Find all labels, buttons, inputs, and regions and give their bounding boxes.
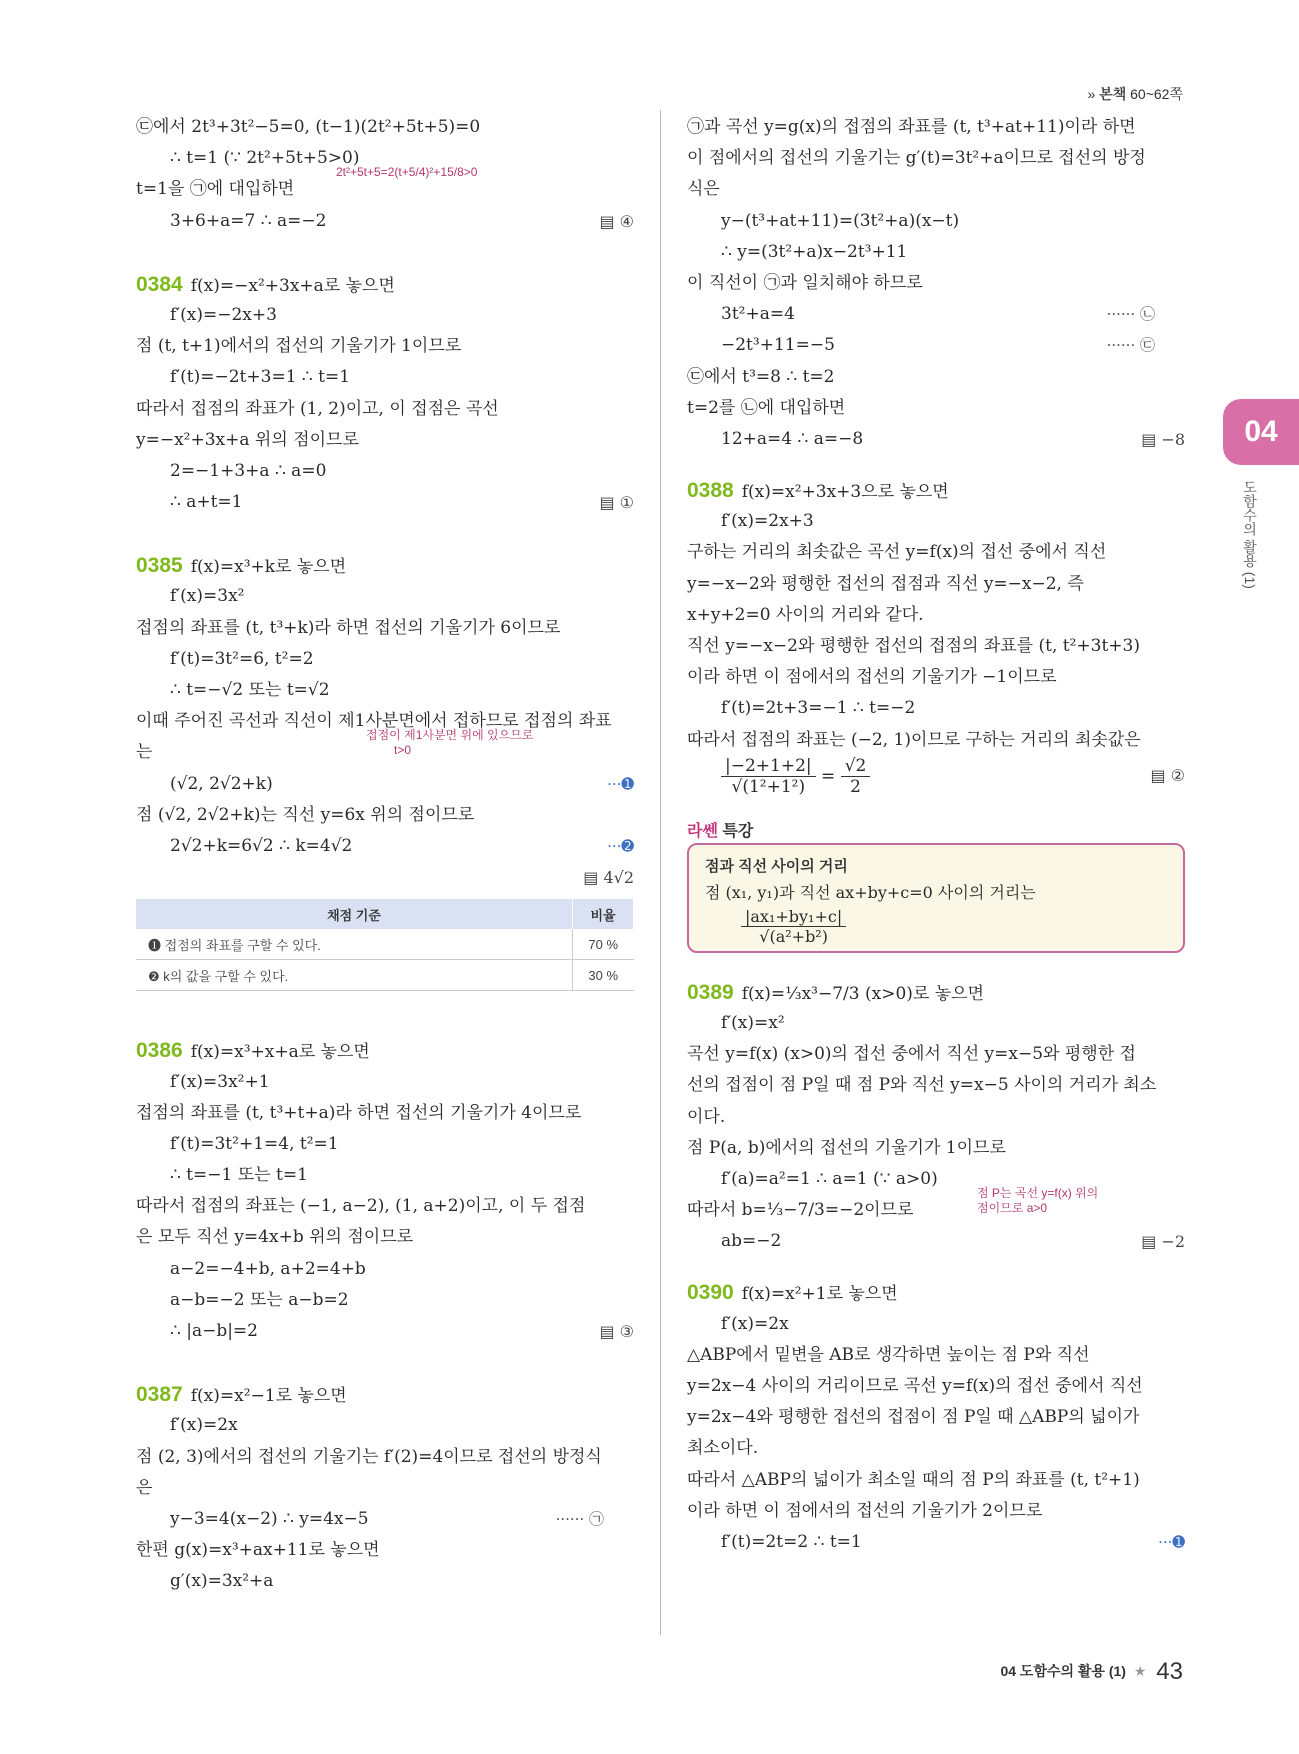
tip-title: 점과 직선 사이의 거리 [705,857,848,875]
text-line: 점 (2, 3)에서의 접선의 기울기는 f′(2)=4이므로 접선의 방정식 [136,1446,602,1467]
annotation-note: 점 P는 곡선 y=f(x) 위의 점이므로 a>0 [977,1185,1099,1215]
text-line: 은 모두 직선 y=4x+b 위의 점이므로 [136,1227,414,1248]
text-line: 따라서 접점의 좌표는 (−1, a−2), (1, a+2)이고, 이 두 접점 [136,1196,586,1217]
text-line: 3t²+a=4 ······ ㉡ [687,299,1185,330]
text-line: 이때 주어진 곡선과 직선이 제1사분면에서 접하므로 접점의 좌표 접점이 제1사분면 위에 있으므로 t>0 [136,711,612,758]
problem-header: 0387 f(x)=x²−1로 놓으면 [136,1383,347,1407]
problem-number: 0384 [136,272,183,296]
footer-star: ★ [1133,1663,1147,1679]
table-header-ratio: 비율 [573,899,634,929]
text-line: ∴ t=1 (∵ 2t²+5t+5>0) 2t²+5t+5=2(t+5/4)²+15/8>0 [170,148,478,180]
answer-label: ▤ ① [599,493,634,513]
problem-number: 0388 [687,479,734,503]
text-line: 따라서 접점의 좌표는 (−2, 1)이므로 구하는 거리의 최솟값은 [687,729,1141,750]
text-line: f′(x)=x² [721,1012,785,1033]
text-line: ∴ t=−√2 또는 t=√2 [170,680,330,700]
text-line: f′(x)=−2x+3 [170,304,277,325]
text-line: 식은 [687,179,720,200]
column-divider [660,110,661,1635]
text-line: −2t³+11=−5 ······ ㉢ [687,330,1185,361]
right-column [687,112,1185,1558]
problem-number: 0385 [136,554,183,578]
table-header-criteria: 채점 기준 [136,899,573,929]
text-line: 점 (t, t+1)에서의 접선의 기울기가 1이므로 [136,336,462,357]
text-line: 이라 하면 이 점에서의 접선의 기울기가 2이므로 [687,1500,1043,1521]
text-line: ∴ |a−b|=2 ▤ ③ [136,1316,634,1347]
tip-box [687,843,1185,953]
annotation-note: 접점이 제1사분면 위에 있으므로 t>0 [366,728,534,758]
problem-number: 0387 [136,1383,183,1407]
text-line: a−b=−2 또는 a−b=2 [170,1289,349,1310]
text-line: y−(t³+at+11)=(3t²+a)(x−t) [721,210,960,231]
answer-label: ▤ ③ [599,1322,634,1341]
page-number: 43 [1156,1658,1183,1685]
text-line [136,862,634,893]
text-line: 선의 접점이 점 P일 때 점 P와 직선 y=x−5 사이의 거리가 최소 [687,1075,1157,1096]
text-line: a−2=−4+b, a+2=4+b [170,1258,366,1279]
text-line: f′(x)=2x [170,1415,238,1436]
text-line: 따라서 △ABP의 넓이가 최소일 때의 점 P의 좌표를 (t, t²+1) [687,1469,1140,1490]
problem-number: 0390 [687,1281,734,1305]
text-line: 접점의 좌표를 (t, t³+t+a)라 하면 접선의 기울기가 4이므로 [136,1102,582,1123]
problem-number: 0386 [136,1039,183,1063]
text-line: 한편 g(x)=x³+ax+11로 놓으면 [136,1540,380,1561]
problem-header: 0385 f(x)=x³+k로 놓으면 [136,554,347,578]
problem-header: 0384 f(x)=−x²+3x+a로 놓으면 [136,272,395,296]
text-line: 구하는 거리의 최솟값은 곡선 y=f(x)의 접선 중에서 직선 [687,542,1107,563]
fraction-line: $\frac{|-2+1+2|}{\text{√(1²+1²)}}$ = $\frac{√2}{2}$ ▤ ② [687,756,1185,804]
answer-label: ▤ −2 [1141,1232,1185,1252]
text-line: y=2x−4와 평행한 접선의 접점이 점 P일 때 △ABP의 넓이가 [687,1407,1140,1428]
text-line: f′(a)=a²=1 ∴ a=1 (∵ a>0) 점 P는 곡선 y=f(x) 위의 점이므로 a>0 [721,1168,1099,1215]
answer-label: ▤ −8 [1141,429,1185,449]
text-line: 이 점에서의 접선의 기울기는 g′(t)=3t²+a이므로 접선의 방정 [687,148,1146,169]
step-marker: ···➋ [607,836,634,855]
text-line: f′(t)=−2t+3=1 ∴ t=1 [170,367,351,388]
text-line: y=−x−2와 평행한 접선의 접점과 직선 y=−x−2, 즉 [687,573,1084,594]
text-line: 2√2+k=6√2 ∴ k=4√2 ···➋ [136,831,634,862]
step-marker: ···➊ [607,774,634,793]
text-line: x+y+2=0 사이의 거리와 같다. [687,604,924,625]
tip-label: 라쎈 특강 [687,822,754,840]
text-line: (√2, 2√2+k) ···➊ [136,769,634,800]
text-line: ㉢에서 t³=8 ∴ t=2 [687,366,835,387]
annotation-note: 2t²+5t+5=2(t+5/4)²+15/8>0 [336,165,478,180]
text-line: y=2x−4 사이의 거리이므로 곡선 y=f(x)의 접선 중에서 직선 [687,1376,1143,1396]
text-line: f′(x)=2x [721,1313,789,1334]
grading-table [136,899,634,991]
text-line: 3+6+a=7 ∴ a=−2 ▤ ④ [136,206,634,237]
equation-marker: ······ ㉠ [555,1509,604,1528]
text-line: 12+a=4 ∴ a=−8 ▤ −8 [687,424,1185,455]
answer-label: ▤ 4√2 [583,868,634,888]
equation-marker: ······ ㉡ [1106,305,1155,324]
text-line: 최소이다. [687,1438,759,1459]
text-line: f′(x)=2x+3 [721,511,814,532]
text-line: f′(t)=2t+3=−1 ∴ t=−2 [721,698,916,719]
text-line: 접점의 좌표를 (t, t³+k)라 하면 접선의 기울기가 6이므로 [136,617,561,638]
problem-header: 0386 f(x)=x³+x+a로 놓으면 [136,1039,370,1063]
footer-chapter: 04 도함수의 활용 (1) [1000,1663,1126,1679]
left-column [136,112,634,1598]
table-row: ❷ k의 값을 구할 수 있다. 30 % [136,960,634,991]
text-line: ∴ y=(3t²+a)x−2t³+11 [721,241,908,262]
text-line: 곡선 y=f(x) (x>0)의 접선 중에서 직선 y=x−5와 평행한 접 [687,1044,1136,1065]
step-marker: ···➊ [1158,1532,1185,1551]
text-line: 점 (√2, 2√2+k)는 직선 y=6x 위의 점이므로 [136,804,475,825]
text-line: ab=−2 ▤ −2 [687,1226,1185,1257]
text-line: △ABP에서 밑변을 AB로 생각하면 높이는 점 P와 직선 [687,1344,1090,1365]
text-line: f′(t)=3t²=6, t²=2 [170,648,314,669]
page-header: » 본책 60~62쪽 [1087,86,1183,102]
text-line: 은 [136,1477,153,1498]
text-line: g′(x)=3x²+a [170,1571,274,1592]
answer-label: ▤ ② [1150,765,1185,785]
text-line: y−3=4(x−2) ∴ y=4x−5 ······ ㉠ [136,1504,634,1535]
text-line: ㉠과 곡선 y=g(x)의 접점의 좌표를 (t, t³+at+11)이라 하면 [687,117,1136,137]
text-line: 이 직선이 ㉠과 일치해야 하므로 [687,272,923,293]
text-line: t=1을 ㉠에 대입하면 [136,179,295,200]
text-line: 따라서 접점의 좌표가 (1, 2)이고, 이 접점은 곡선 [136,398,499,419]
equation-marker: ······ ㉢ [1106,336,1155,355]
table-row: ❶ 접점의 좌표를 구할 수 있다. 70 % [136,929,634,960]
text-line: 점 P(a, b)에서의 접선의 기울기가 1이므로 [687,1137,1006,1158]
chapter-tab: 04 [1223,399,1299,465]
problem-number: 0389 [687,980,734,1004]
chapter-side-title: 도함수의 활용 (1) [1242,480,1258,589]
text-line: f′(t)=3t²+1=4, t²=1 [170,1133,339,1154]
text-line: ∴ t=−1 또는 t=1 [170,1165,308,1186]
problem-header: 0389 f(x)=⅓x³−7/3 (x>0)로 놓으면 [687,980,984,1004]
text-line: 이라 하면 이 점에서의 접선의 기울기가 −1이므로 [687,667,1057,688]
text-line: 는 [136,742,153,763]
problem-header: 0390 f(x)=x²+1로 놓으면 [687,1281,898,1305]
text-line: 2=−1+3+a ∴ a=0 [170,460,327,481]
text-line: f′(x)=3x² [170,586,245,607]
text-line: y=−x²+3x+a 위의 점이므로 [136,429,359,450]
text-line: 따라서 b=⅓−7/3=−2이므로 [687,1200,914,1221]
text-line: 직선 y=−x−2와 평행한 접선의 접점의 좌표를 (t, t²+3t+3) [687,636,1140,656]
text-line: f′(x)=3x²+1 [170,1071,270,1092]
tip-formula: $\frac{\text{|ax₁+by₁+c|}}{\text{√(a²+b²)}}$ [705,907,1167,946]
text-line: ∴ a+t=1 ▤ ① [136,487,634,518]
answer-label: ▤ ④ [599,211,634,231]
page-footer [1000,1658,1183,1686]
text-line: ㉢에서 2t³+3t²−5=0, (t−1)(2t²+5t+5)=0 [136,117,481,137]
problem-header: 0388 f(x)=x²+3x+3으로 놓으면 [687,479,949,503]
text-line: 이다. [687,1106,726,1127]
text-line: t=2를 ㉡에 대입하면 [687,397,846,418]
text-line: f′(t)=2t=2 ∴ t=1 ···➊ [687,1527,1185,1558]
tip-text: 점 (x₁, y₁)과 직선 ax+by+c=0 사이의 거리는 [705,882,1036,902]
